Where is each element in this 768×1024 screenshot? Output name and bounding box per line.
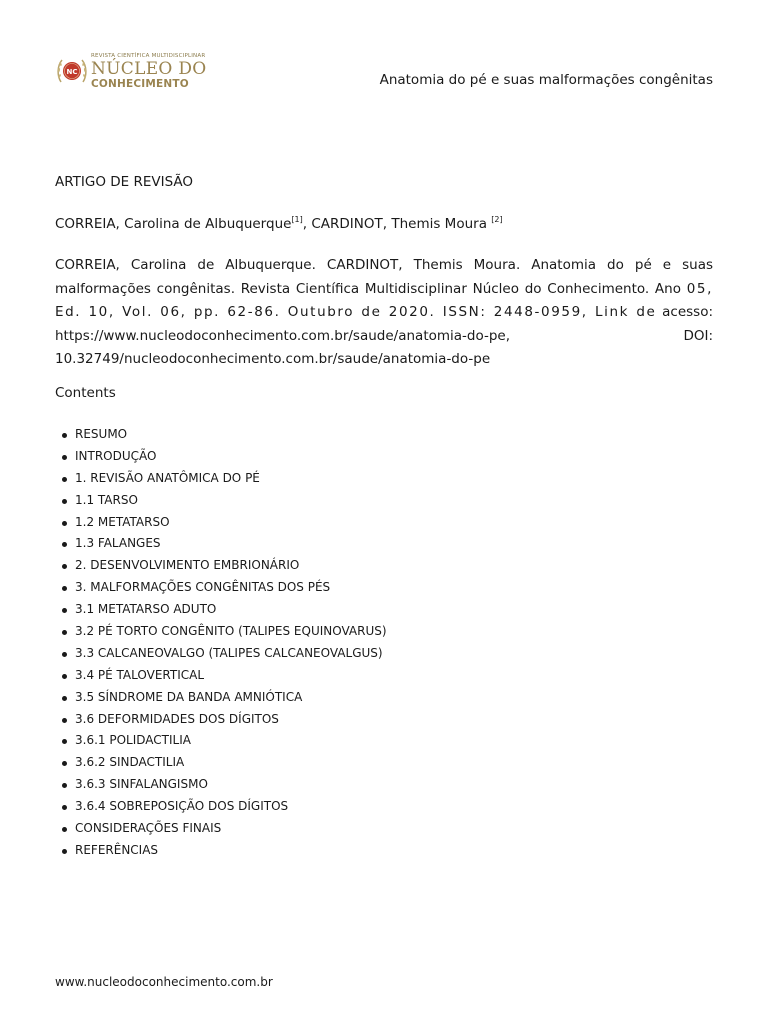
logo-sub-text: CONHECIMENTO xyxy=(91,78,189,90)
table-of-contents xyxy=(55,425,387,863)
logo-main-text: NÚCLEO DO xyxy=(91,59,207,79)
footer-url[interactable]: www.nucleodoconhecimento.com.br xyxy=(55,975,273,989)
nucleo-do-conhecimento-logo[interactable] xyxy=(55,52,205,92)
author-1: CORREIA, Carolina de Albuquerque xyxy=(55,216,292,232)
toc-item[interactable]: 3.5 SÍNDROME DA BANDA AMNIÓTICA xyxy=(55,688,387,710)
article-section-type: ARTIGO DE REVISÃO xyxy=(55,174,194,190)
toc-item[interactable]: 3.6.3 SINFALANGISMO xyxy=(55,775,387,797)
toc-item[interactable]: 1.3 FALANGES xyxy=(55,534,387,556)
toc-item[interactable]: REFERÊNCIAS xyxy=(55,841,387,863)
toc-item[interactable]: 3.3 CALCANEOVALGO (TALIPES CALCANEOVALGUS) xyxy=(55,644,387,666)
contents-heading: Contents xyxy=(55,385,116,401)
page-header xyxy=(0,0,768,110)
citation-part-2: 05, Ed. 10, Vol. 06, pp. 62-86. Outubro de 2020. ISSN: 2448-0959, Link de xyxy=(55,280,713,320)
author-1-footnote-ref[interactable]: [1] xyxy=(291,215,303,224)
toc-item[interactable]: 1. REVISÃO ANATÔMICA DO PÉ xyxy=(55,469,387,491)
authors-line xyxy=(55,215,503,232)
toc-item[interactable]: RESUMO xyxy=(55,425,387,447)
toc-item[interactable]: 3. MALFORMAÇÕES CONGÊNITAS DOS PÉS xyxy=(55,578,387,600)
toc-item[interactable]: 3.2 PÉ TORTO CONGÊNITO (TALIPES EQUINOVARUS) xyxy=(55,622,387,644)
logo-badge-text: NC xyxy=(66,67,78,76)
running-title: Anatomia do pé e suas malformações congênitas xyxy=(379,72,713,88)
toc-item[interactable]: 3.4 PÉ TALOVERTICAL xyxy=(55,666,387,688)
toc-item[interactable]: 3.6.2 SINDACTILIA xyxy=(55,753,387,775)
laurel-badge-icon xyxy=(55,54,89,88)
toc-item[interactable]: 1.1 TARSO xyxy=(55,491,387,513)
citation-part-1: CORREIA, Carolina de Albuquerque. CARDINOT, Themis Moura. Anatomia do pé e suas malformações congênitas. Revista Científica Multidisciplinar Núcleo do Conhecimento. Ano xyxy=(55,257,713,297)
toc-item[interactable]: 3.6.1 POLIDACTILIA xyxy=(55,731,387,753)
toc-item[interactable]: 3.6 DEFORMIDADES DOS DÍGITOS xyxy=(55,710,387,732)
logo-small-text: REVISTA CIENTÍFICA MULTIDISCIPLINAR xyxy=(91,53,206,59)
author-2-footnote-ref[interactable]: [2] xyxy=(491,215,503,224)
citation-paragraph xyxy=(55,254,713,372)
toc-item[interactable]: CONSIDERAÇÕES FINAIS xyxy=(55,819,387,841)
toc-item[interactable]: 3.1 METATARSO ADUTO xyxy=(55,600,387,622)
citation-part-3: acesso: https://www.nucleodoconhecimento.com.br/saude/anatomia-do-pe, DOI: 10.32749/nucleodoconhecimento.com.br/saude/anatomia-do-pe xyxy=(55,304,714,367)
author-2: CARDINOT, Themis Moura xyxy=(311,216,487,232)
toc-item[interactable]: 1.2 METATARSO xyxy=(55,513,387,535)
author-separator: , xyxy=(302,216,312,232)
toc-item[interactable]: 3.6.4 SOBREPOSIÇÃO DOS DÍGITOS xyxy=(55,797,387,819)
toc-item[interactable]: 2. DESENVOLVIMENTO EMBRIONÁRIO xyxy=(55,556,387,578)
toc-item[interactable]: INTRODUÇÃO xyxy=(55,447,387,469)
